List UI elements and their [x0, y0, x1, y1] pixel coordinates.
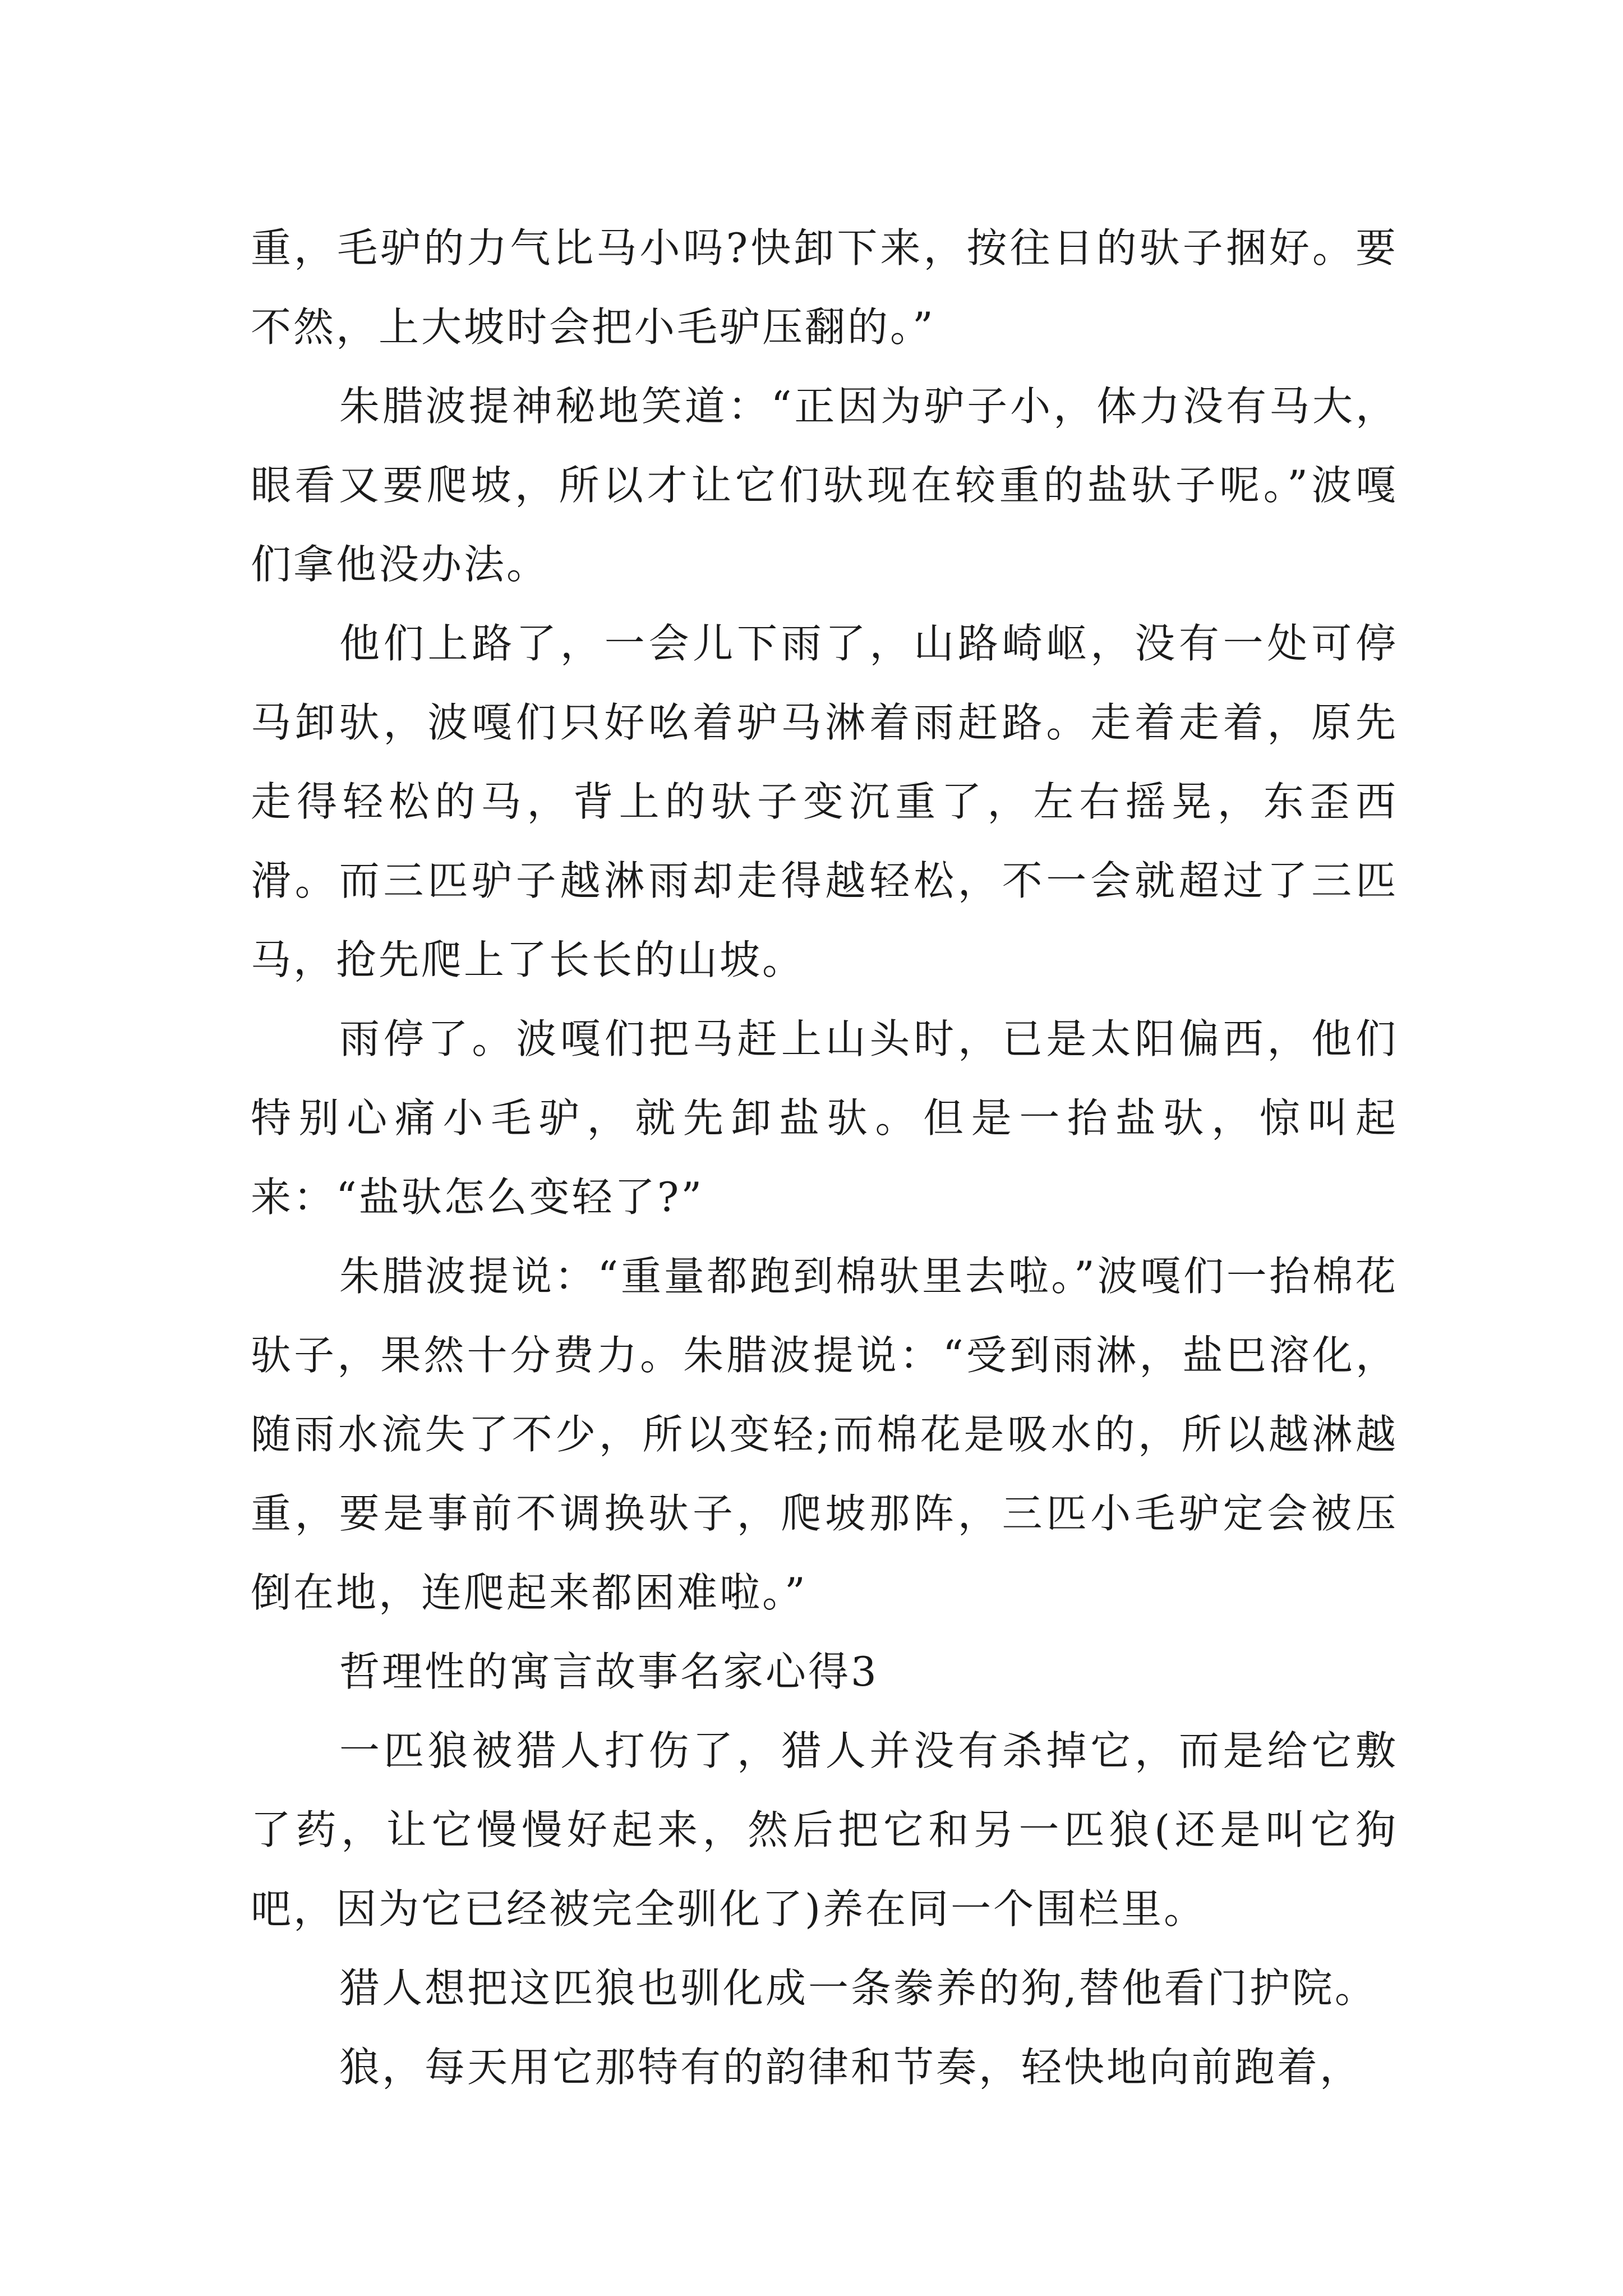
paragraph-5: 朱腊波提说：“重量都跑到棉驮里去啦。”波嘎们一抬棉花驮子，果然十分费力。朱腊波提说：“受到雨淋，盐巴溶化，随雨水流失了不少，所以变轻;而棉花是吸水的，所以越淋越重，要是事前不调换驮子，爬坡那阵，三匹小毛驴定会被压倒在地，连爬起来都困难啦。” — [251, 1253, 1398, 1616]
paragraph-2: 朱腊波提神秘地笑道：“正因为驴子小，体力没有马大，眼看又要爬坡，所以才让它们驮现在较重的盐驮子呢。”波嘎们拿他没办法。 — [251, 383, 1398, 588]
paragraph-3: 他们上路了，一会儿下雨了，山路崎岖，没有一处可停马卸驮，波嘎们只好吆着驴马淋着雨赶路。走着走着，原先走得轻松的马，背上的驮子变沉重了，左右摇晃，东歪西滑。而三匹驴子越淋雨却走得越轻松，不一会就超过了三匹马，抢先爬上了长长的山坡。 — [251, 620, 1398, 983]
section-heading: 哲理性的寓言故事名家心得3 — [339, 1648, 879, 1695]
paragraph-9: 狼，每天用它那特有的韵律和节奏，轻快地向前跑着， — [339, 2044, 1363, 2091]
paragraph-4: 雨停了。波嘎们把马赶上山头时，已是太阳偏西，他们特别心痛小毛驴，就先卸盐驮。但是一抬盐驮，惊叫起来：“盐驮怎么变轻了?” — [251, 1015, 1398, 1221]
paragraph-7: 一匹狼被猎人打伤了，猎人并没有杀掉它，而是给它敷了药，让它慢慢好起来，然后把它和另一匹狼(还是叫它狗吧，因为它已经被完全驯化了)养在同一个围栏里。 — [251, 1727, 1398, 1932]
paragraph-8: 猎人想把这匹狼也驯化成一条豢养的狗,替他看门护院。 — [339, 1964, 1377, 2012]
document-body — [251, 209, 1398, 2107]
paragraph-1: 重，毛驴的力气比马小吗?快卸下来，按往日的驮子捆好。要不然，上大坡时会把小毛驴压翻的。” — [251, 224, 1398, 351]
